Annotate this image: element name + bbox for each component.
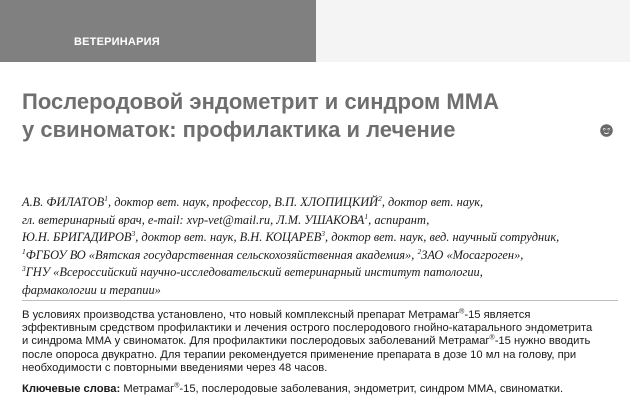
face-icon bbox=[600, 124, 613, 137]
author-text: , аспирант, bbox=[368, 212, 430, 227]
registered-mark: ® bbox=[174, 382, 180, 390]
keywords-text: -15, послеродовые заболевания, эндометрит, синдром ММА, свиноматки. bbox=[179, 383, 564, 395]
author-line-1 bbox=[22, 194, 618, 212]
author-text: гл. ветеринарный врач, e-mail: xvp-vet@mail.ru, Л.М. УШАКОВА bbox=[22, 212, 365, 227]
affiliation-line-1 bbox=[22, 247, 618, 265]
abstract bbox=[22, 309, 622, 375]
author-brigadirov: Ю.Н. БРИГАДИРОВ bbox=[22, 230, 132, 245]
affiliation-text: ФГБОУ ВО «Вятская государственная сельскохозяйственная академия», bbox=[25, 247, 418, 262]
author-text: , доктор вет. наук, bbox=[381, 195, 484, 209]
abstract-text: и синдрома ММА у свиноматок. Для профилактики послеродовых заболеваний Метрамаг bbox=[22, 335, 490, 348]
author-line-3 bbox=[22, 229, 618, 247]
keywords-label: Ключевые слова: bbox=[22, 383, 121, 395]
article-title-line-2: у свиноматок: профилактика и лечение bbox=[22, 117, 456, 142]
author-text: , доктор вет. наук, профессор, В.П. ХЛОПИЦКИЙ bbox=[108, 195, 379, 209]
author-block bbox=[22, 194, 618, 300]
article-title bbox=[22, 88, 592, 144]
affiliation-marker: 2 bbox=[378, 193, 382, 203]
affiliation-marker: 1 bbox=[104, 193, 108, 203]
keywords-text: Метрамаг bbox=[120, 383, 175, 395]
author-line-2 bbox=[22, 212, 618, 230]
abstract-text: -15 является bbox=[464, 309, 531, 321]
affiliation-text: ЗАО «Мосагроген», bbox=[421, 247, 524, 262]
abstract-text: В условиях производства установлено, что новый комплексный препарат Метрамаг bbox=[22, 309, 460, 321]
author-text: , доктор вет. наук, вед. научный сотрудник, bbox=[325, 230, 560, 245]
affiliation-line-3: фармакологии и терапии» bbox=[22, 282, 161, 297]
affiliation-marker: 2 bbox=[417, 246, 422, 256]
keywords bbox=[22, 383, 622, 396]
affiliation-marker: 3 bbox=[131, 229, 136, 239]
abstract-line-2: эффективным средством профилактики и лечения острого послеродового гнойно-катарального эндометрита bbox=[22, 322, 593, 335]
affiliation-text: ГНУ «Всероссийский научно-исследовательский ветеринарный институт патологии, bbox=[25, 265, 483, 280]
section-tab bbox=[0, 0, 316, 62]
abstract-line-3 bbox=[22, 335, 622, 348]
affiliation-marker: 3 bbox=[321, 229, 326, 239]
article-title-line-1: Послеродовой эндометрит и синдром ММА bbox=[22, 89, 499, 114]
affiliation-marker: 1 bbox=[22, 246, 26, 256]
registered-mark: ® bbox=[489, 334, 495, 342]
author-filatov: А.В. ФИЛАТОВ bbox=[22, 195, 105, 209]
abstract-line-1 bbox=[22, 309, 622, 322]
divider bbox=[22, 300, 618, 301]
author-text: , доктор вет. наук, В.Н. КОЦАРЕВ bbox=[135, 230, 322, 245]
affiliation-line-2 bbox=[22, 264, 618, 282]
abstract-line-4: после опороса двукратно. Для терапии рекомендуется применение препарата в дозе 10 мл на голову, при bbox=[22, 348, 577, 361]
abstract-text: -15 нужно вводить bbox=[494, 335, 591, 348]
section-label: ВЕТЕРИНАРИЯ bbox=[74, 36, 160, 48]
affiliation-marker: 3 bbox=[22, 264, 26, 274]
abstract-line-5: необходимости с повторными введениями через 48 часов. bbox=[22, 361, 328, 374]
registered-mark: ® bbox=[459, 308, 465, 316]
affiliation-marker: 1 bbox=[364, 211, 369, 221]
